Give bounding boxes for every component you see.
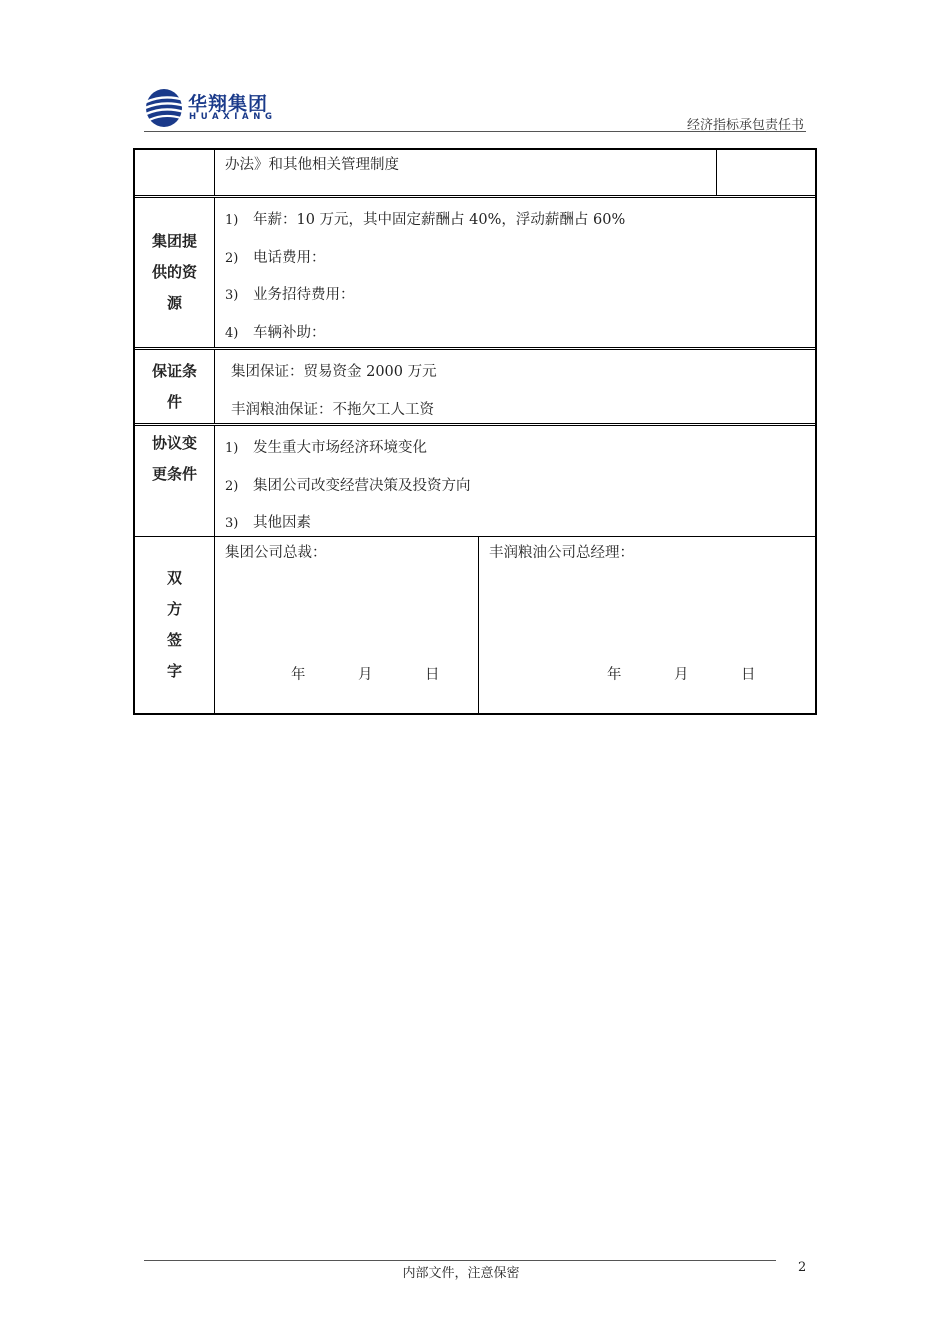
table-row-change-conditions	[135, 423, 815, 536]
list-item: 3) 其他因素	[225, 515, 311, 531]
change-label: 协议变 更条件	[135, 426, 215, 536]
signature-date: 年 月 日	[607, 667, 756, 683]
list-item: 2) 集团公司改变经营决策及投资方向	[225, 477, 471, 494]
general-manager-signature-cell[interactable]	[478, 537, 815, 713]
confidential-notice: 内部文件，注意保密	[402, 1266, 520, 1281]
contract-table	[133, 148, 817, 715]
list-item: 4) 车辆补助：	[225, 324, 326, 341]
company-logo	[144, 86, 294, 132]
signature-label: 双 方 签 字	[135, 537, 215, 713]
list-item: 集团保证：贸易资金 2000 万元	[231, 364, 437, 380]
empty-cell	[717, 150, 815, 195]
group-president-title: 集团公司总裁：	[225, 545, 327, 561]
page-number: 2	[798, 1260, 807, 1275]
table-row-resources	[135, 195, 815, 347]
continued-text: 办法》和其他相关管理制度	[215, 150, 717, 195]
list-item: 丰润粮油保证：不拖欠工人工资	[231, 401, 434, 418]
list-item: 2) 电话费用：	[225, 249, 326, 266]
list-item: 1) 年薪：10 万元，其中固定薪酬占 40%，浮动薪酬占 60%	[225, 212, 626, 228]
signature-date: 年 月 日	[291, 667, 440, 683]
list-item: 3) 业务招待费用：	[225, 287, 355, 303]
globe-logo-icon	[144, 86, 186, 130]
resources-content	[215, 198, 815, 347]
logo-chinese-name: 华翔集团	[188, 93, 269, 115]
logo-english-name: HUAXIANG	[189, 112, 277, 122]
list-item: 1) 发生重大市场经济环境变化	[225, 440, 427, 456]
resources-label: 集团提 供的资 源	[135, 198, 215, 347]
change-content	[215, 426, 815, 536]
header-divider	[144, 131, 806, 132]
guarantee-content	[215, 350, 815, 423]
table-row-continued	[135, 150, 815, 195]
table-row-guarantee	[135, 347, 815, 423]
group-president-signature-cell[interactable]	[215, 537, 478, 713]
general-manager-title: 丰润粮油公司总经理：	[489, 545, 634, 561]
table-row-signature	[135, 536, 815, 713]
footer-divider	[144, 1260, 776, 1261]
empty-label-cell	[135, 150, 215, 195]
document-title: 经济指标承包责任书	[686, 118, 804, 133]
guarantee-label: 保证条 件	[135, 350, 215, 423]
